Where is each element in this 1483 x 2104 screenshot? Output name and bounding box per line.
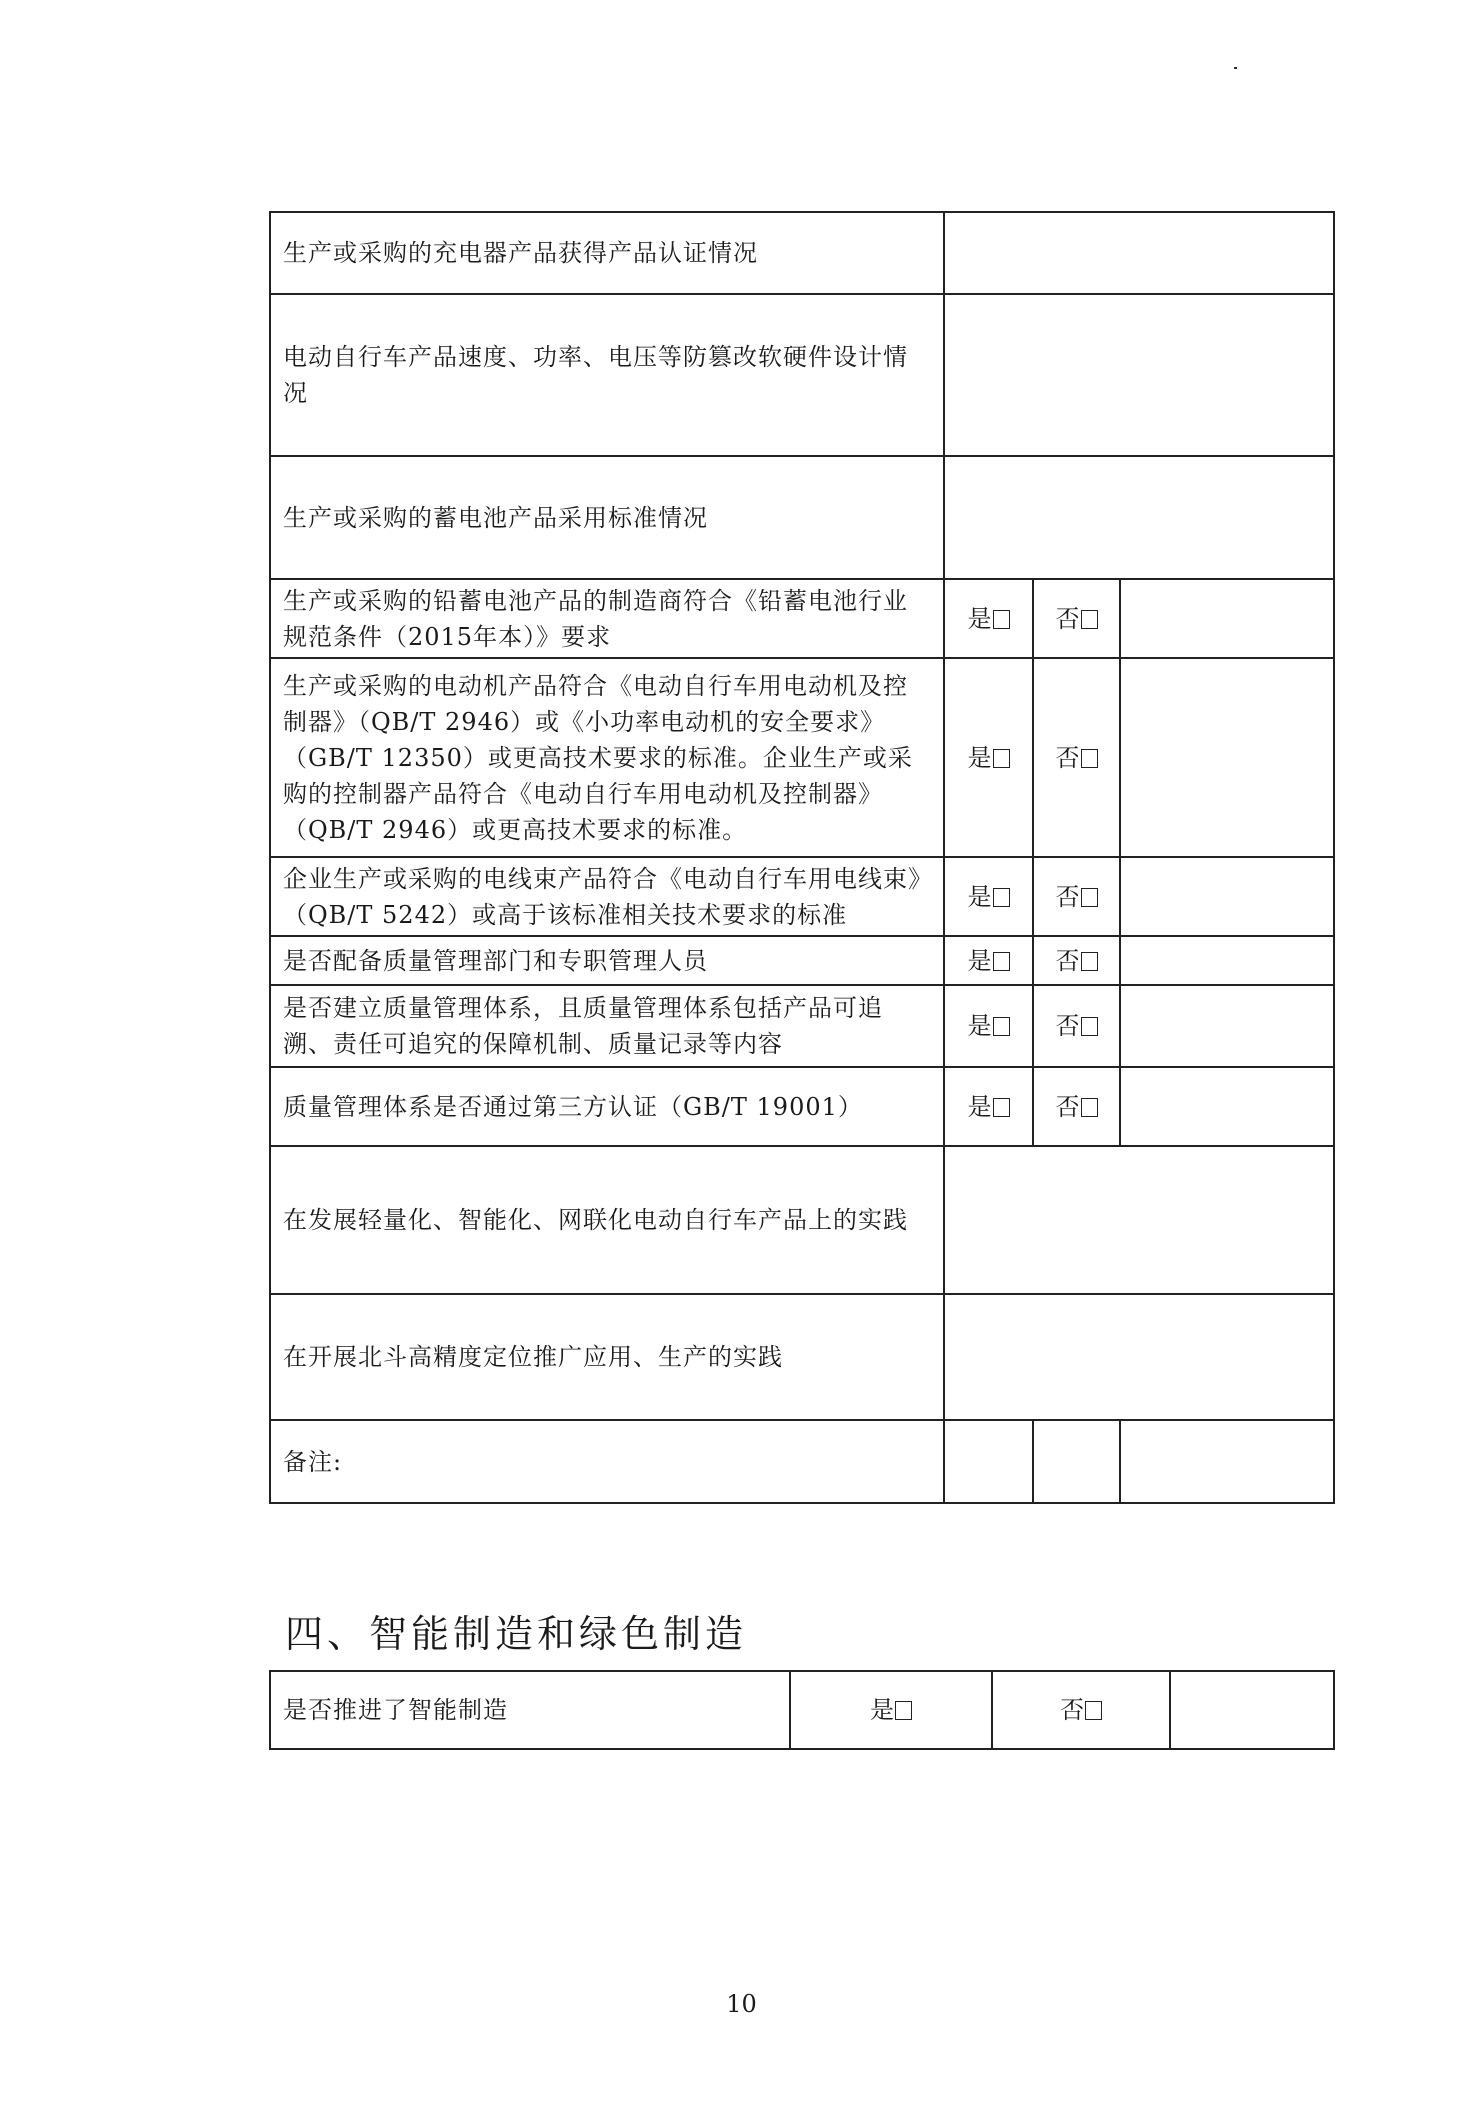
table-row — [270, 579, 1334, 658]
remarks-cell[interactable] — [944, 1420, 1033, 1503]
yes-label: 是 — [967, 882, 992, 911]
row-question: 在开展北斗高精度定位推广应用、生产的实践 — [270, 1294, 944, 1420]
checkbox-square-icon[interactable] — [993, 1017, 1010, 1036]
row-question: 电动自行车产品速度、功率、电压等防篡改软硬件设计情况 — [270, 294, 944, 456]
remarks-label: 备注: — [270, 1420, 944, 1503]
no-checkbox[interactable] — [1033, 658, 1120, 857]
checkbox-square-icon[interactable] — [1081, 610, 1098, 629]
table-row — [270, 294, 1334, 456]
no-checkbox[interactable] — [1033, 579, 1120, 658]
checkbox-square-icon[interactable] — [1081, 952, 1098, 971]
table-row — [270, 1067, 1334, 1146]
yes-label: 是 — [870, 1696, 894, 1724]
table-row — [270, 936, 1334, 985]
yes-checkbox[interactable] — [944, 936, 1033, 985]
row-question: 企业生产或采购的电线束产品符合《电动自行车用电线束》（QB/T 5242）或高于该标准相关技术要求的标准 — [270, 857, 944, 936]
checkbox-square-icon[interactable] — [993, 952, 1010, 971]
table-row — [270, 212, 1334, 294]
note-cell[interactable] — [1120, 857, 1334, 936]
yes-label: 是 — [967, 743, 992, 772]
row-question: 生产或采购的充电器产品获得产品认证情况 — [270, 212, 944, 294]
yes-label: 是 — [967, 1012, 992, 1040]
no-label: 否 — [1060, 1696, 1084, 1724]
row-question: 生产或采购的电动机产品符合《电动自行车用电动机及控制器》（QB/T 2946）或《小功率电动机的安全要求》（GB/T 12350）或更高技术要求的标准。企业生产或采购的控制器产品符合《电动自行车用电动机及控制器》（QB/T 2946）或更高技术要求的标准。 — [270, 658, 944, 857]
yes-checkbox[interactable] — [944, 857, 1033, 936]
table-row — [270, 456, 1334, 579]
row-question: 质量管理体系是否通过第三方认证（GB/T 19001） — [270, 1067, 944, 1146]
no-label: 否 — [1055, 1012, 1080, 1040]
no-checkbox[interactable] — [992, 1671, 1170, 1749]
yes-checkbox[interactable] — [944, 579, 1033, 658]
checkbox-square-icon[interactable] — [895, 1701, 912, 1720]
no-label: 否 — [1055, 604, 1080, 633]
answer-cell[interactable] — [944, 212, 1334, 294]
table-row — [270, 1420, 1334, 1503]
yes-checkbox[interactable] — [944, 658, 1033, 857]
row-question: 在发展轻量化、智能化、网联化电动自行车产品上的实践 — [270, 1146, 944, 1294]
answer-cell[interactable] — [944, 1146, 1334, 1294]
no-label: 否 — [1055, 1092, 1080, 1121]
note-cell[interactable] — [1120, 936, 1334, 985]
checkbox-square-icon[interactable] — [1081, 1098, 1098, 1117]
checkbox-square-icon[interactable] — [993, 749, 1010, 768]
row-question: 是否推进了智能制造 — [270, 1671, 790, 1749]
remarks-cell[interactable] — [1033, 1420, 1120, 1503]
row-question: 生产或采购的铅蓄电池产品的制造商符合《铅蓄电池行业规范条件（2015年本）》要求 — [270, 579, 944, 658]
table-row — [270, 1146, 1334, 1294]
table-row — [270, 857, 1334, 936]
table-row — [270, 1294, 1334, 1420]
no-checkbox[interactable] — [1033, 985, 1120, 1067]
no-label: 否 — [1055, 946, 1080, 975]
note-cell[interactable] — [1170, 1671, 1334, 1749]
no-checkbox[interactable] — [1033, 1067, 1120, 1146]
checkbox-square-icon[interactable] — [993, 1098, 1010, 1117]
checkbox-square-icon[interactable] — [1081, 888, 1098, 907]
remarks-cell[interactable] — [1120, 1420, 1334, 1503]
note-cell[interactable] — [1120, 579, 1334, 658]
answer-cell[interactable] — [944, 456, 1334, 579]
table-row — [270, 1671, 1334, 1749]
no-checkbox[interactable] — [1033, 857, 1120, 936]
checkbox-square-icon[interactable] — [1081, 749, 1098, 768]
note-cell[interactable] — [1120, 985, 1334, 1067]
yes-label: 是 — [967, 946, 992, 975]
checkbox-square-icon[interactable] — [993, 610, 1010, 629]
checkbox-square-icon[interactable] — [993, 888, 1010, 907]
row-question: 生产或采购的蓄电池产品采用标准情况 — [270, 456, 944, 579]
checkbox-square-icon[interactable] — [1085, 1701, 1102, 1720]
table-row — [270, 985, 1334, 1067]
checklist-table — [269, 211, 1335, 1504]
yes-checkbox[interactable] — [790, 1671, 992, 1749]
page-number: 10 — [726, 1990, 757, 2018]
section-heading: 四、智能制造和绿色制造 — [285, 1612, 748, 1656]
yes-checkbox[interactable] — [944, 1067, 1033, 1146]
note-cell[interactable] — [1120, 658, 1334, 857]
checkbox-square-icon[interactable] — [1081, 1017, 1098, 1036]
note-cell[interactable] — [1120, 1067, 1334, 1146]
no-checkbox[interactable] — [1033, 936, 1120, 985]
no-label: 否 — [1055, 882, 1080, 911]
yes-label: 是 — [967, 604, 992, 633]
yes-checkbox[interactable] — [944, 985, 1033, 1067]
scan-speck — [1234, 67, 1237, 69]
no-label: 否 — [1055, 743, 1080, 772]
row-question: 是否建立质量管理体系，且质量管理体系包括产品可追溯、责任可追究的保障机制、质量记录等内容 — [270, 985, 944, 1067]
table-row — [270, 658, 1334, 857]
section4-table — [269, 1670, 1335, 1750]
answer-cell[interactable] — [944, 294, 1334, 456]
row-question: 是否配备质量管理部门和专职管理人员 — [270, 936, 944, 985]
yes-label: 是 — [967, 1092, 992, 1121]
answer-cell[interactable] — [944, 1294, 1334, 1420]
